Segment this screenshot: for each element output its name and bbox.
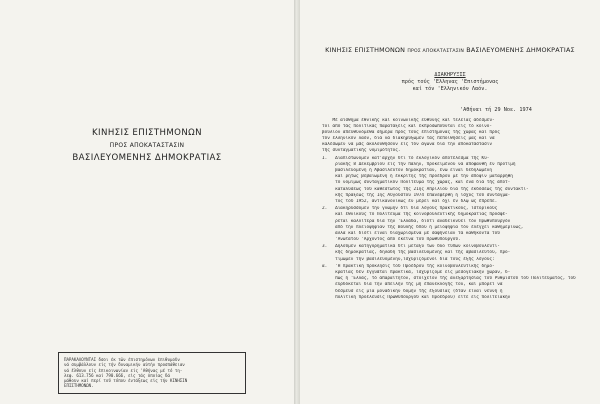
body-line: δέσμευσ εἰς μία μοναδικήν δομήν τῆς ἐξουσίας (δταν εἶναι νευνή ἡ (322, 288, 503, 294)
body-line: βούλιον ἀπευθυνόμεθα σήμερα πρός τούς ἐπιστήμονας τῆς χώρας καί πρός (322, 130, 500, 136)
body-line: πολιτική προέλευσις Πρωθυπουργοῦ καί Προέδρου) εἴτε εἰς πολιτειακήν (322, 294, 511, 300)
body-line: ἀλλά καί διότι εἶναι διαχωρισμένα μέ σαφήνειαν τά καθήκοντα τοῦ (322, 230, 500, 236)
declaration-line3: καί τόν 'Ελληνικόν Λαόν. (412, 86, 488, 93)
left-title-line1: ΚΙΝΗΣΙΣ ΕΠΙΣΤΗΜΟΝΩΝ (92, 128, 202, 138)
body-line: εὐρδόκεται διά τήν ἀπειλήν τῆς μή ἐπανεκλογῆς του, καί μπορεῖ νά (322, 282, 503, 288)
body-line: τῆς συνταγματικῆς νομιμότητος. (322, 148, 401, 154)
body-line: 3. Δηλοῦμεν κατηγορηματικά δτι μεταξύ τῶν δύο τύπων κοινοβουλευτι- (322, 244, 500, 250)
right-header-part2: ΠΡΟΣ ΑΠΟΚΑΤΑΣΤΑΣΙΝ (407, 49, 464, 54)
body-line: I. Διαπιστώνομεν κατ'ἀρχήν δτι τό ἐκλογικόν ἀποτέλεσμα τῆς Κυ- (322, 156, 490, 162)
left-title-block (0, 128, 294, 163)
declaration-date: 'Αθήναι τή 29 Νοε. 1974 (460, 107, 532, 113)
body-line: κρατίας δέν ἐγγυᾶται πρακτικά, ἰσχυρίζομε εἰς μεσογειακήν χώραν, δ- (322, 270, 511, 276)
declaration-body (322, 118, 586, 301)
body-line: ριακῆς 8 Δεκεμβρίου εἰς τήν πάλην, προκειμένου νά ἀποφανθῆ ἐν προτιμή (322, 162, 516, 168)
body-line: Μέ αἴσθημα ἐθνικῆς καί κοινωνικῆς εὐθύνης καί τελείας ἀδέσμευ- (322, 118, 495, 123)
declaration-line2: πρός τούς 'Ελληνας 'Επιστήμονας (401, 79, 499, 86)
right-page (300, 0, 600, 404)
body-line: 'Ανωτάτου 'Αρχοντος ἀπό ἐκεῖνα τοῦ Πρωθυπουργοῦ. (322, 236, 461, 242)
body-line: 2. Διακηρύσσομεν τήν γνώμην δτι διά λόγους πρακτικούς, ἱστορικούς (322, 206, 498, 212)
notice-box (58, 352, 246, 394)
notice-line: νά συμβάλλουν εἰς τήν δυναμικήν αὐτήν προσπάθειαν (64, 362, 185, 368)
body-line: α. 'Η πρακτική πρόκλησις τοῦ Προέδρου τῆς κοινοβουλευτικῆς δημο- (322, 264, 495, 270)
notice-line: μάθουν καί περί τοῦ τόπου ἐντάξεως εἰς τήν ΚΙΝΗΣΙΝ (64, 378, 188, 384)
body-line: πως ἡ 'Ελλάς, τό ἀπαραίτητον, στοιχεῖον τῆς ἀνεξαρτησίας τοῦ Ρυθμιστοῦ τοῦ Πολιτεύματος, τοῦ (322, 276, 576, 282)
right-header-part1: ΚΙΝΗΣΙΣ ΕΠΙΣΤΗΜΟΝΩΝ (325, 46, 406, 54)
body-line: τό νομίμως συνταγματικόν Πολίτευμα τῆς χώρας, καί ἑνά διά τῆς ἀποτ- (322, 180, 511, 186)
declaration-heading (300, 72, 600, 94)
left-title-line2: ΠΡΟΣ ΑΠΟΚΑΤΑΣΤΑΣΙΝ (109, 142, 185, 149)
left-title-line3: ΒΑΣΙΛΕΥΟΜΕΝΗΣ ΔΗΜΟΚΡΑΤΙΑΣ (72, 153, 222, 163)
body-line: κῆς πράξεως τῆς 1ης Αὐγούστου 1974 ἐπανεφέρθη ἡ ἰσχύς τοῦ συντάγμα- (322, 192, 511, 198)
body-line: ἀπό τήν πλειοψηφίαν τῆς Βουλῆς δπου ἡ μειοψηφία τόν ἐλέγχει καθημερινῶς, (322, 224, 524, 230)
notice-line: ΕΠΙΣΤΗΜΟΝΩΝ. (64, 383, 94, 389)
body-line: καταλύσεως τοῦ καθεστῶτος τῆς 21ης Απριλίου διά τῆς ἐκδόσεως τῆς συντακτι- (322, 186, 529, 192)
notice-line: λεφ. 613.756 καί 790.666, εἰς τάς ὁποίας δά (64, 372, 170, 378)
body-line: κῆς δημοκρατίας, δηλαδή τῆς βασιλευομένης καί τῆς ἀβασιλεύτου, προ- (322, 250, 511, 256)
notice-line: νά ἔλθουν εἰς ἐπικοινωνίαν εἰς 'Αθήνας μέ τό τη- (64, 367, 183, 373)
right-header-part3: ΒΑΣΙΛΕΥΟΜΕΝΗΣ ΔΗΜΟΚΡΑΤΙΑΣ (466, 46, 575, 54)
right-header (300, 46, 600, 54)
body-line: τοι ἀπό τάς πολιτικάς παρατάξεις καί ἐκπροσωποῦνται εἰς τό κοινο- (322, 124, 492, 130)
body-line: τιμῶμεν τήν βασιλευομένην,ἰσχυριζόμενοι διά τούς ἑξῆς λόγους: (322, 256, 495, 262)
body-line: τος τοῦ 1952, ἀντικανονικῶς ἐν μέρει καί ὄχι ἐν δλῳ ὡς ἔπρεπε. (322, 198, 498, 204)
declaration-title: ΔΙΑΚΗΡΥΞΙΣ (434, 72, 466, 78)
notice-line: ΠΑΡΑΚΑΛΟΥΝΤΑΙ δσοι έκ τῶν ἐπιστημόνων ἐπιθυμοῦν (64, 357, 180, 362)
body-line: τόν ἑλληνικόν λαόν, διά νά διακηρύξωμεν τάς πεποιθήσεις μας καί νά (322, 136, 495, 142)
body-line: καλέσωμεν νά μᾶς ἀκολουθήσουν εἰς τόν ἀγῶνα διά τήν ἀποκατάστασιν (322, 142, 492, 148)
body-line: καί ρητῶς βεβαιωμένη ἡ ἐκκρίτης τῆς προέδρου μέ τήν ἄποψιν ματαρρήθη (322, 174, 513, 180)
body-line: βασιλευομένη ἡ Ἀβασίλευτον δημοκρατίαν, ἐνῶ εἶναι δεδηλωμένη (322, 168, 492, 174)
body-line: ρεται καλλίτερα διά τήν 'Ελλάδα, διότι ἀναδεικνύει τόν Πρωθυπουργόν (322, 218, 511, 224)
body-line: καί ἐθνικούς τό Πολίτευμα τῆς κοινοβουλευτικῆς δημοκρατίας προσφέ- (322, 212, 508, 218)
left-page (0, 0, 294, 404)
